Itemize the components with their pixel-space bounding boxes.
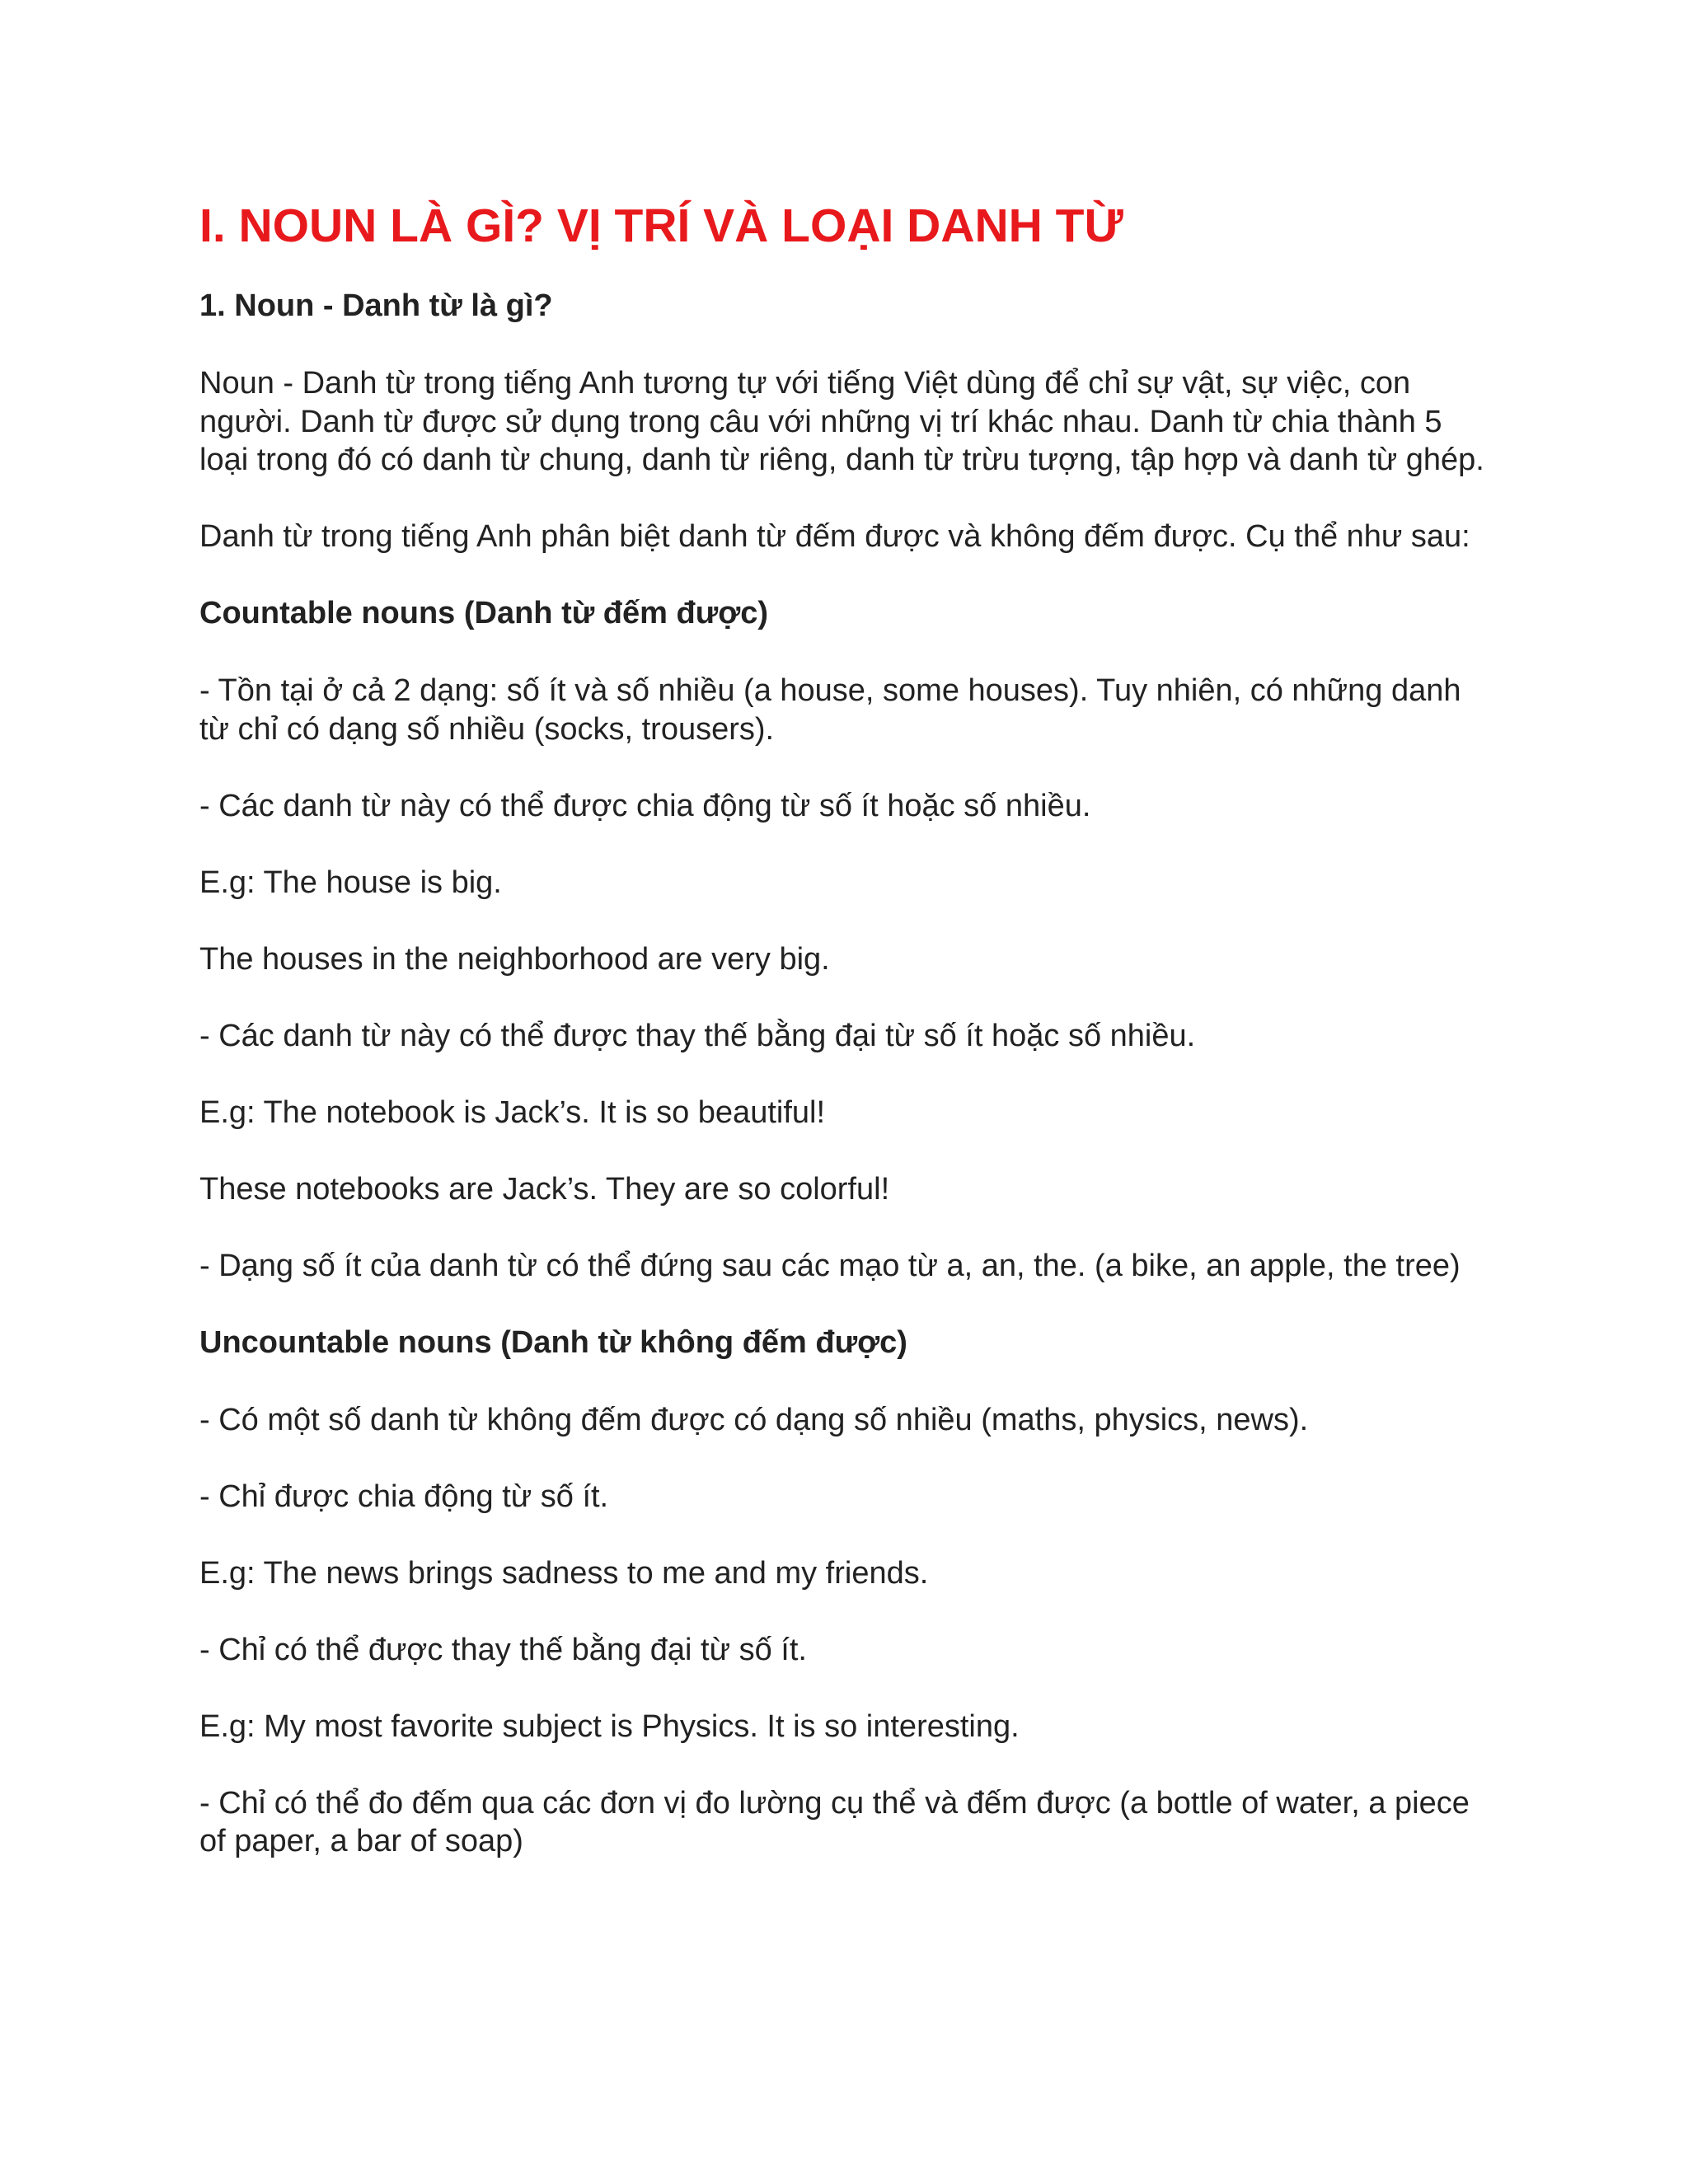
countable-line: - Dạng số ít của danh từ có thể đứng sau các mạo từ a, an, the. (a bike, an apple, the tree) xyxy=(199,1248,1461,1283)
section-heading: 1. Noun - Danh từ là gì? xyxy=(199,288,553,323)
example-line: E.g: The news brings sadness to me and my friends. xyxy=(199,1555,929,1591)
example-line: These notebooks are Jack’s. They are so colorful! xyxy=(199,1171,890,1207)
countable-heading: Countable nouns (Danh từ đếm được) xyxy=(199,596,769,630)
document-page xyxy=(199,191,1493,1899)
uncountable-line: - Chỉ có thể được thay thế bằng đại từ số ít. xyxy=(199,1632,807,1667)
countable-line: - Các danh từ này có thể được chia động từ số ít hoặc số nhiều. xyxy=(199,788,1091,823)
example-line: E.g: My most favorite subject is Physics. It is so interesting. xyxy=(199,1708,1020,1744)
intro-paragraph: Noun - Danh từ trong tiếng Anh tương tự với tiếng Việt dùng để chỉ sự vật, sự việc, con người. Danh từ được sử dụng trong câu với những vị trí khác nhau. Danh từ chia thành 5 loại trong đó có danh từ chung, danh từ riêng, danh từ trừu tượng, tập hợp và danh từ ghép. xyxy=(199,366,1484,477)
intro-paragraph: Danh từ trong tiếng Anh phân biệt danh từ đếm được và không đếm được. Cụ thể như sau: xyxy=(199,519,1470,554)
example-line: The houses in the neighborhood are very big. xyxy=(199,941,830,977)
uncountable-heading: Uncountable nouns (Danh từ không đếm được) xyxy=(199,1324,907,1360)
countable-line: - Các danh từ này có thể được thay thế bằng đại từ số ít hoặc số nhiều. xyxy=(199,1018,1196,1053)
uncountable-line: - Chỉ có thể đo đếm qua các đơn vị đo lường cụ thể và đếm được (a bottle of water, a piece of paper, a bar of soap) xyxy=(199,1785,1470,1858)
example-line: E.g: The house is big. xyxy=(199,865,502,900)
countable-line: - Tồn tại ở cả 2 dạng: số ít và số nhiều (a house, some houses). Tuy nhiên, có những danh từ chỉ có dạng số nhiều (socks, trousers). xyxy=(199,673,1461,747)
uncountable-line: - Chỉ được chia động từ số ít. xyxy=(199,1479,609,1514)
page-title: I. NOUN LÀ GÌ? VỊ TRÍ VÀ LOẠI DANH TỪ xyxy=(199,199,1123,252)
example-line: E.g: The notebook is Jack’s. It is so beautiful! xyxy=(199,1094,826,1130)
uncountable-line: - Có một số danh từ không đếm được có dạng số nhiều (maths, physics, news). xyxy=(199,1402,1309,1437)
